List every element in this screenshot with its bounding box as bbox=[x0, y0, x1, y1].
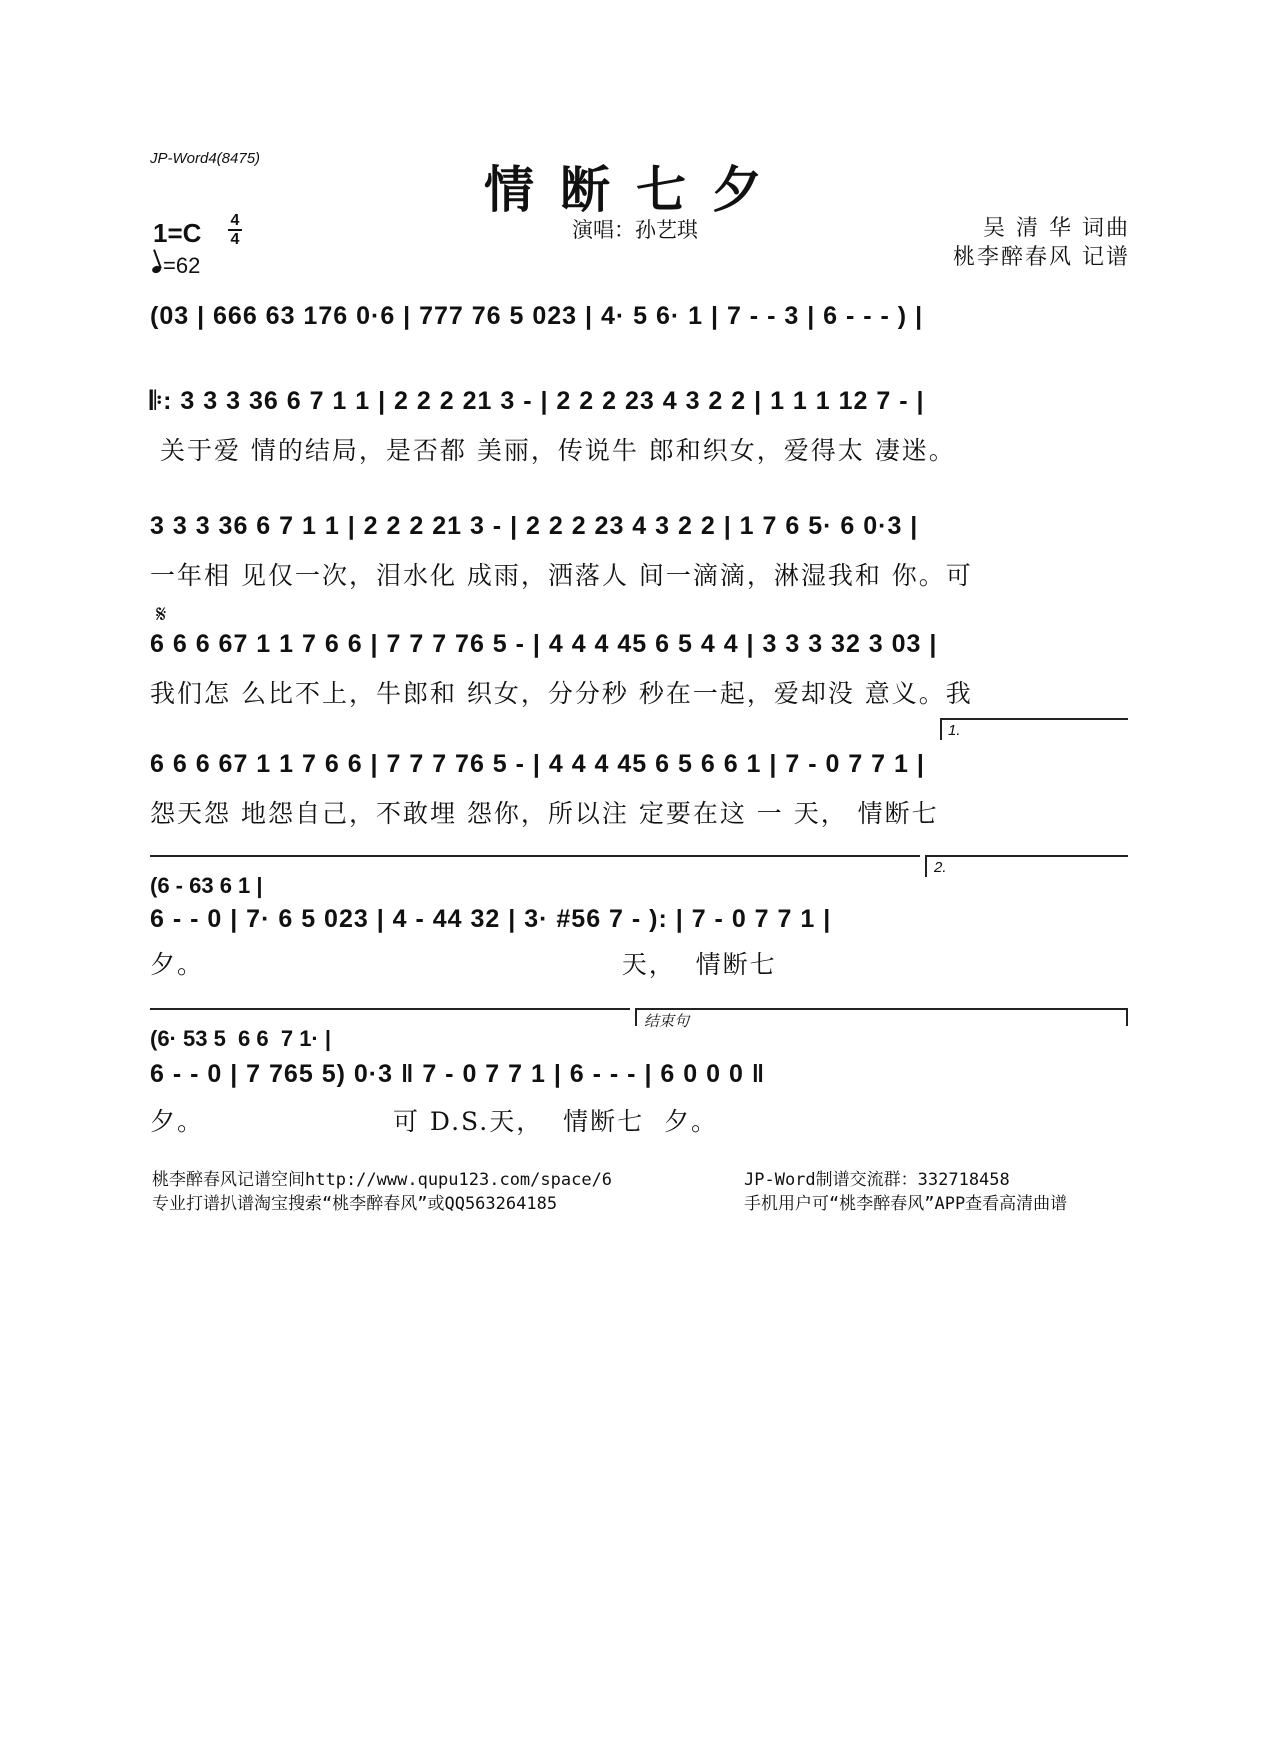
footer-app-line: 手机用户可“桃李醉春风”APP查看高清曲谱 bbox=[744, 1194, 1068, 1214]
notes-line: 3 3 3 36 6 7 1 1 | 2 2 2 21 3 - | 2 2 2 23 4 3 2 2 | 1 7 6 5· 6 0·3 | bbox=[150, 512, 919, 540]
score-system-verse-1 bbox=[150, 385, 1130, 465]
notes-line: 6 - - 0 | 7· 6 5 023 | 4 - 44 32 | 3· #56 7 - ): | 7 - 0 7 7 1 | bbox=[150, 905, 832, 933]
lyrics-line: 一年相 见仅一次，泪水化 成雨，洒落人 间一滴滴，淋湿我和 你。可 bbox=[150, 561, 973, 590]
footer-right bbox=[744, 1168, 1067, 1216]
song-title: 情断七夕 bbox=[484, 160, 788, 219]
footer-left bbox=[152, 1168, 612, 1216]
ossia-top-line bbox=[150, 855, 920, 857]
key-signature: 1=C bbox=[153, 218, 202, 248]
software-label: JP-Word4(8475) bbox=[150, 150, 261, 167]
lyrics-line: 怨天怨 地怨自己，不敢埋 怨你，所以注 定要在这 一 天， 情断七 bbox=[150, 799, 939, 828]
tempo-value: =62 bbox=[163, 253, 201, 278]
quarter-note-icon bbox=[151, 265, 162, 275]
lyrics-line: 夕。 天， 情断七 bbox=[150, 950, 777, 979]
lyrics-line: 关于爱 情的结局，是否都 美丽，传说牛 郎和织女，爱得太 凄迷。 bbox=[150, 436, 956, 465]
notes-line: 6 6 6 67 1 1 7 6 6 | 7 7 7 76 5 - | 4 4 4 45 6 5 4 4 | 3 3 3 32 3 03 | bbox=[150, 630, 938, 658]
volta-1-bracket bbox=[940, 718, 1128, 720]
notes-line: (03 | 666 63 176 0·6 | 777 76 5 023 | 4· 5 6· 1 | 7 - - 3 | 6 - - - ) | bbox=[150, 302, 924, 330]
ending-bracket-end bbox=[1126, 1008, 1128, 1026]
ending-label: 结束句 bbox=[644, 1013, 690, 1030]
score-system-coda bbox=[150, 1008, 1130, 1138]
singer-credit: 演唱：孙艺琪 bbox=[572, 218, 698, 242]
volta-1-label: 1. bbox=[948, 722, 961, 739]
tempo-marking bbox=[152, 253, 200, 279]
transcriber-credit: 桃李醉春风 记谱 bbox=[953, 245, 1130, 270]
score-system-chorus-2 bbox=[150, 718, 1130, 828]
ossia-notes-line: (6 - 63 6 1 | bbox=[150, 873, 263, 898]
segno-icon: 𝄋 bbox=[156, 600, 167, 628]
score-system-intro bbox=[150, 300, 1130, 340]
ossia-notes-line: (6· 53 5 6 6 7 1· | bbox=[150, 1026, 332, 1051]
volta-2-bracket-end bbox=[925, 855, 927, 877]
notes-line: 6 6 6 67 1 1 7 6 6 | 7 7 7 76 5 - | 4 4 4 45 6 5 6 6 1 | 7 - 0 7 7 1 | bbox=[150, 750, 925, 778]
credits-block bbox=[953, 214, 1130, 272]
volta-2-bracket bbox=[925, 855, 1128, 857]
score-system-ending-1-2 bbox=[150, 855, 1130, 979]
footer-website-line: 桃李醉春风记谱空间http://www.qupu123.com/space/6 bbox=[152, 1170, 613, 1190]
time-signature-bottom: 4 bbox=[230, 231, 240, 248]
time-signature-top: 4 bbox=[230, 212, 240, 229]
footer-group-line: JP-Word制谱交流群：332718458 bbox=[744, 1170, 1010, 1190]
ossia-top-line bbox=[150, 1008, 630, 1010]
ending-bracket bbox=[635, 1008, 1128, 1010]
score-system-chorus-1 bbox=[150, 600, 1130, 710]
notes-line: 𝄆: 3 3 3 36 6 7 1 1 | 2 2 2 21 3 - | 2 2 2 23 4 3 2 2 | 1 1 1 12 7 - | bbox=[150, 387, 925, 415]
volta-1-bracket-end bbox=[940, 718, 942, 740]
lyrics-line: 我们怎 么比不上，牛郎和 织女，分分秒 秒在一起，爱却没 意义。我 bbox=[150, 679, 973, 708]
lyrics-line: 夕。 可 D.S.天， 情断七 夕。 bbox=[150, 1107, 719, 1136]
footer-contact-line: 专业打谱扒谱淘宝搜索“桃李醉春风”或QQ563264185 bbox=[152, 1194, 558, 1214]
score-system-verse-2 bbox=[150, 510, 1130, 590]
time-signature bbox=[228, 213, 242, 247]
volta-2-label: 2. bbox=[934, 859, 947, 876]
lyricist-composer-credit: 吴 清 华 词曲 bbox=[983, 216, 1130, 241]
ending-bracket-start bbox=[635, 1008, 637, 1026]
notes-line: 6 - - 0 | 7 765 5) 0·3 ‖ 7 - 0 7 7 1 | 6 - - - | 6 0 0 0 ‖ bbox=[150, 1060, 766, 1088]
